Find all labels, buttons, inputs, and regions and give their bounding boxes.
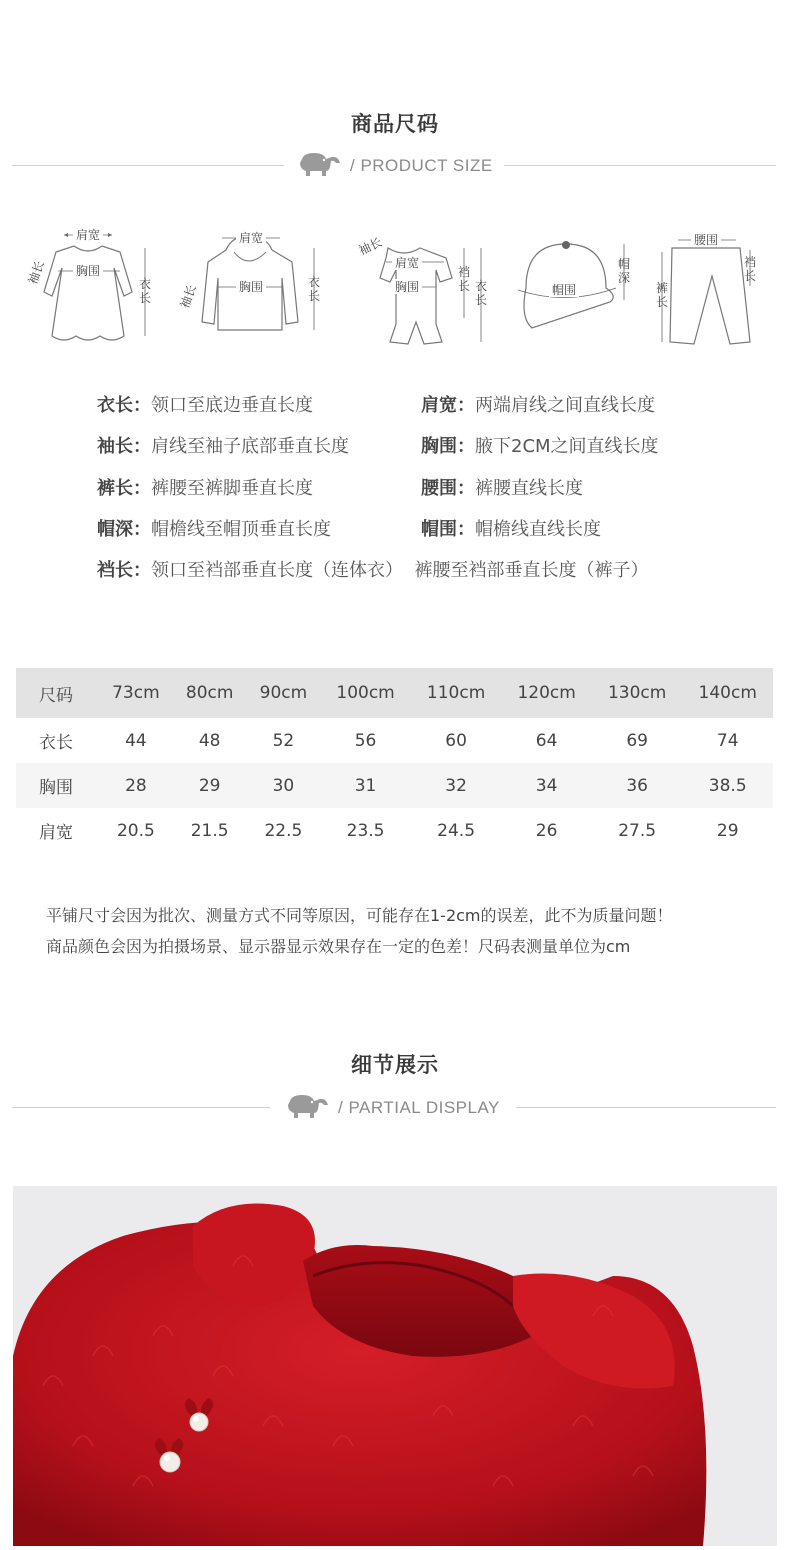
jacket-shoulder-label: 肩宽 (238, 231, 264, 245)
table-header-cell: 110cm (411, 668, 502, 718)
table-cell: 48 (198, 730, 221, 751)
table-cell: 21.5 (190, 820, 229, 841)
pants-diagram (650, 218, 770, 348)
table-header-cell: 140cm (682, 668, 773, 718)
table-cell: 74 (716, 730, 739, 751)
size-section-subtitle: / PRODUCT SIZE (350, 156, 493, 175)
dress-shoulder-label: 肩宽 (75, 228, 101, 242)
romper-diagram (348, 218, 496, 348)
hat-diagram (512, 218, 638, 348)
table-row (16, 808, 773, 853)
romper-shoulder-label: 肩宽 (394, 256, 420, 270)
elephant-icon (284, 1093, 330, 1124)
romper-sleeve-label: 袖长 (356, 234, 385, 258)
table-header-cell: 尺码 (16, 668, 99, 718)
table-cell: 60 (445, 730, 467, 751)
table-cell: 36 (592, 763, 683, 808)
romper-chest-label: 胸围 (394, 280, 420, 294)
table-cell: 20.5 (116, 820, 155, 841)
table-header-cell: 73cm (99, 668, 173, 718)
definition-item: 袖长：肩线至袖子底部垂直长度 (97, 436, 349, 457)
table-cell: 23.5 (346, 820, 385, 841)
product-detail-photo (13, 1186, 777, 1546)
table-header-cell: 100cm (320, 668, 411, 718)
jacket-chest-label: 胸围 (238, 280, 264, 294)
hat-circumference-label: 帽围 (551, 283, 577, 297)
detail-section-subtitle: / PARTIAL DISPLAY (338, 1098, 500, 1117)
jacket-diagram (174, 218, 326, 348)
table-cell: 29 (716, 820, 739, 841)
table-header-cell: 80cm (173, 668, 247, 718)
table-cell: 26 (535, 820, 558, 841)
table-header-row (16, 668, 773, 718)
definition-item: 肩宽：两端肩线之间直线长度 (421, 395, 655, 416)
table-cell: 64 (535, 730, 558, 751)
definition-item: 裆长：领口至裆部垂直长度（连体衣） 裤腰至裆部垂直长度（裤子） (97, 560, 649, 581)
table-cell: 31 (320, 763, 411, 808)
table-cell: 29 (173, 763, 247, 808)
pants-waist-label: 腰围 (693, 233, 719, 247)
hat-depth-label: 帽深 (617, 257, 631, 285)
size-section-divider (12, 151, 776, 181)
dress-length-label: 衣长 (138, 277, 152, 305)
table-row (16, 718, 773, 763)
table-header-cell: 90cm (247, 668, 321, 718)
table-cell: 32 (411, 763, 502, 808)
table-cell: 30 (247, 763, 321, 808)
table-row (16, 763, 773, 808)
size-section-title: 商品尺码 (351, 112, 439, 136)
divider-line-left (12, 1107, 270, 1108)
table-cell: 衣长 (39, 733, 73, 753)
divider-line-right (516, 1107, 776, 1108)
divider-line-right (504, 165, 776, 166)
table-cell: 56 (354, 730, 377, 751)
definition-item: 帽围：帽檐线直线长度 (421, 519, 601, 540)
table-cell: 肩宽 (39, 823, 73, 843)
definition-item: 裤长：裤腰至裤脚垂直长度 (97, 478, 313, 499)
elephant-icon (296, 151, 342, 182)
table-cell: 28 (99, 763, 173, 808)
dress-sleeve-label: 袖长 (25, 258, 47, 287)
table-cell: 胸围 (16, 763, 99, 808)
table-cell: 27.5 (618, 820, 657, 841)
detail-section-title: 细节展示 (351, 1053, 439, 1077)
definition-item: 帽深：帽檐线至帽顶垂直长度 (97, 519, 331, 540)
color-note: 商品颜色会因为拍摄场景、显示器显示效果存在一定的色差！尺码表测量单位为cm (46, 937, 631, 956)
table-header-cell: 120cm (501, 668, 592, 718)
definition-item: 胸围：腋下2CM之间直线长度 (421, 436, 659, 457)
dress-diagram (25, 218, 160, 348)
romper-crotch-label: 裆长 (457, 265, 471, 293)
table-cell: 38.5 (682, 763, 773, 808)
definition-item: 衣长：领口至底边垂直长度 (97, 395, 313, 416)
table-cell: 69 (626, 730, 648, 751)
jacket-sleeve-label: 袖长 (177, 282, 199, 311)
table-cell: 34 (501, 763, 592, 808)
dress-chest-label: 胸围 (75, 264, 101, 278)
definition-item: 腰围：裤腰直线长度 (421, 478, 583, 499)
table-cell: 52 (272, 730, 295, 751)
measurement-note: 平铺尺寸会因为批次、测量方式不同等原因，可能存在1-2cm的误差，此不为质量问题！ (46, 906, 673, 925)
jacket-length-label: 衣长 (307, 275, 321, 303)
pants-crotch-label: 裆长 (743, 255, 757, 283)
size-table (16, 668, 773, 853)
detail-section-divider (12, 1093, 776, 1123)
table-cell: 24.5 (437, 820, 476, 841)
table-cell: 44 (125, 730, 147, 751)
table-header-cell: 130cm (592, 668, 683, 718)
romper-length-label: 衣长 (474, 279, 488, 307)
table-cell: 22.5 (264, 820, 303, 841)
divider-line-left (12, 165, 284, 166)
pants-length-label: 裤长 (655, 281, 669, 309)
